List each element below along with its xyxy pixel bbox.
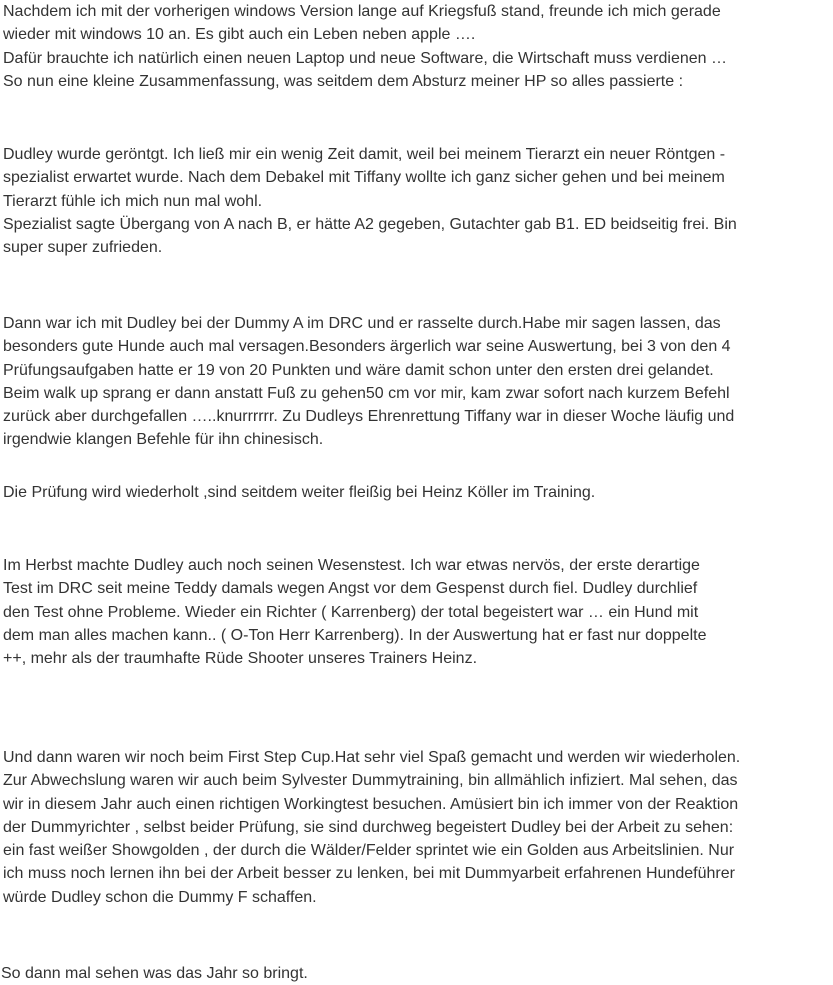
text-line: Zur Abwechslung waren wir auch beim Sylvester Dummytraining, bin allmählich infiziert. Mal sehen, das <box>3 772 738 790</box>
text-line: besonders gute Hunde auch mal versagen.Besonders ärgerlich war seine Auswertung, bei 3 von den 4 <box>3 338 731 356</box>
text-line: Dafür brauchte ich natürlich einen neuen Laptop und neue Software, die Wirtschaft muss verdienen … <box>3 49 727 67</box>
paragraph-first-step-cup <box>3 746 831 909</box>
text-line: Und dann waren wir noch beim First Step Cup.Hat sehr viel Spaß gemacht und werden wir wiederholen. <box>3 749 741 766</box>
text-line: Die Prüfung wird wiederholt ,sind seitdem weiter fleißig bei Heinz Köller im Training. <box>3 484 596 501</box>
paragraph-retry <box>3 481 831 504</box>
text-line: ++, mehr als der traumhafte Rüde Shooter unseres Trainers Heinz. <box>3 650 478 668</box>
text-line: dem man alles machen kann.. ( O-Ton Herr Karrenberg). In der Auswertung hat er fast nur doppelte <box>3 626 707 644</box>
paragraph-closing <box>1 962 829 985</box>
text-line: wir in diesem Jahr auch einen richtigen Workingtest besuchen. Amüsiert bin ich immer von der Reaktion <box>3 795 739 813</box>
text-line: Dudley wurde geröntgt. Ich ließ mir ein wenig Zeit damit, weil bei meinem Tierarzt ein neuer Röntgen - <box>3 146 726 163</box>
text-line: Spezialist sagte Übergang von A nach B, er hätte A2 gegeben, Gutachter gab B1. ED beidseitig frei. Bin <box>3 215 737 233</box>
text-line: super super zufrieden. <box>3 239 163 257</box>
paragraph-dummy-a <box>3 312 831 452</box>
paragraph-temperament-test <box>3 554 831 670</box>
text-line: den Test ohne Probleme. Wieder ein Richter ( Karrenberg) der total begeistert war … ein Hund mit <box>3 603 699 621</box>
paragraph-intro <box>3 0 831 93</box>
text-line: Dann war ich mit Dudley bei der Dummy A im DRC und er rasselte durch.Habe mir sagen lassen, das <box>3 315 721 332</box>
text-line: irgendwie klangen Befehle für ihn chinesisch. <box>3 431 324 449</box>
text-line: ein fast weißer Showgolden , der durch die Wälder/Felder sprintet wie ein Golden aus Arbeitslinien. Nur <box>3 842 735 860</box>
text-line: wieder mit windows 10 an. Es gibt auch ein Leben neben apple …. <box>3 26 476 44</box>
text-line: würde Dudley schon die Dummy F schaffen. <box>3 888 317 906</box>
text-line: Test im DRC seit meine Teddy damals wegen Angst vor dem Gespenst durch fiel. Dudley durchlief <box>3 580 698 598</box>
text-line: Nachdem ich mit der vorherigen windows Version lange auf Kriegsfuß stand, freunde ich mich gerade <box>3 3 721 20</box>
text-line: So dann mal sehen was das Jahr so bringt. <box>1 965 308 982</box>
text-line: So nun eine kleine Zusammenfassung, was seitdem dem Absturz meiner HP so alles passierte : <box>3 72 684 90</box>
text-line: Beim walk up sprang er dann anstatt Fuß zu gehen50 cm vor mir, kam zwar sofort nach kurzem Befehl <box>3 384 730 402</box>
text-line: spezialist erwartet wurde. Nach dem Debakel mit Tiffany wollte ich ganz sicher gehen und bei meinem <box>3 169 725 187</box>
text-line: Im Herbst machte Dudley auch noch seinen Wesenstest. Ich war etwas nervös, der erste derartige <box>3 557 700 574</box>
text-line: ich muss noch lernen ihn bei der Arbeit besser zu lenken, bei mit Dummyarbeit erfahrenen Hundeführer <box>3 865 735 883</box>
text-line: zurück aber durchgefallen …..knurrrrrr. Zu Dudleys Ehrenrettung Tiffany war in dieser Woche läufig und <box>3 408 735 426</box>
text-line: Tierarzt fühle ich mich nun mal wohl. <box>3 192 263 210</box>
text-line: der Dummyrichter , selbst beider Prüfung, sie sind durchweg begeistert Dudley bei der Arbeit zu sehen: <box>3 818 734 836</box>
text-line: Prüfungsaufgaben hatte er 19 von 20 Punkten und wäre damit schon unter den ersten drei gelandet. <box>3 361 714 379</box>
paragraph-xray <box>3 143 831 259</box>
